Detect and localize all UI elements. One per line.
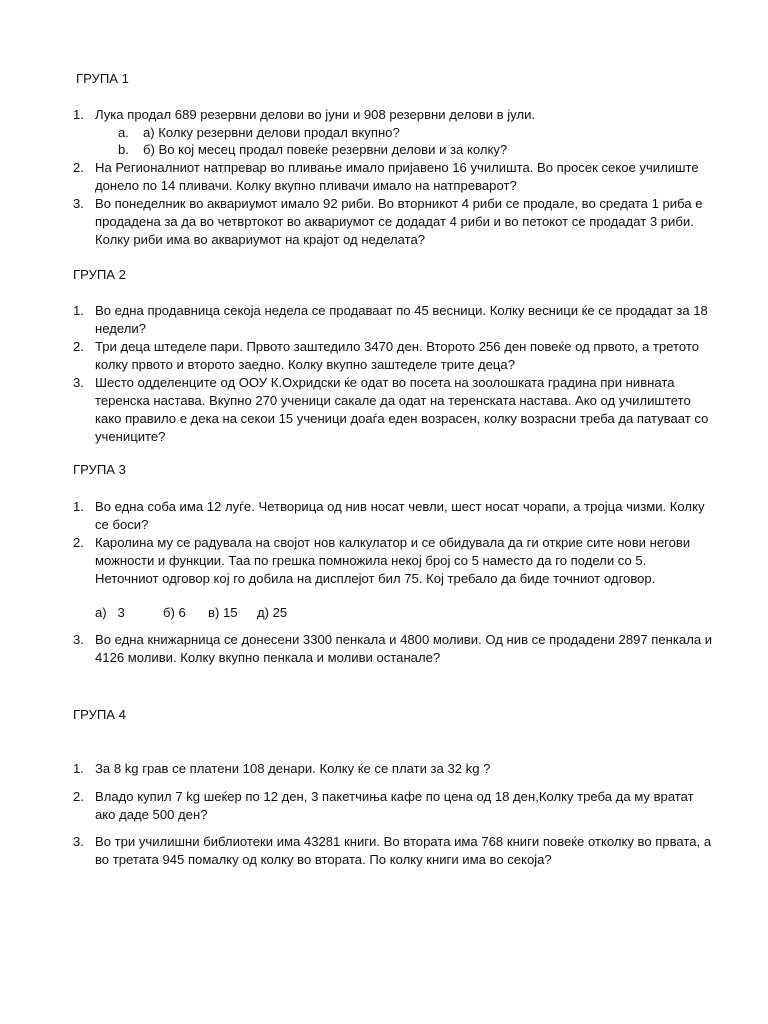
question-number: 3. xyxy=(73,632,84,647)
question-text: Во три училишни библиотеки има 43281 книги. Во втората има 768 книги повеќе отколку во првата, а во третата 945 помалку од колку во втората. По колку книги има во секоја? xyxy=(95,834,712,867)
group-1-question-3 xyxy=(73,195,713,249)
answer-option-a: а) 3 xyxy=(95,605,125,620)
group-1-question-1 xyxy=(73,106,713,124)
question-text: Лука продал 689 резервни делови во јуни и 908 резервни делови в јули. xyxy=(95,107,536,122)
subquestion-letter: a. xyxy=(118,125,129,140)
group-3-heading: ГРУПА 3 xyxy=(73,462,126,477)
group-4-question-2 xyxy=(73,788,713,824)
question-text: На Регионалниот натпревар во пливање имало пријавено 16 училишта. Во просек секое училиште донело по 14 пливачи. Колку вкупно пливачи имало на натпреварот? xyxy=(95,160,699,193)
group-1-question-2 xyxy=(73,159,713,195)
question-number: 2. xyxy=(73,535,84,550)
group-4-question-3 xyxy=(73,833,713,869)
group-2-question-2 xyxy=(73,338,713,374)
group-2-question-3 xyxy=(73,374,713,446)
question-number: 3. xyxy=(73,375,84,390)
question-number: 2. xyxy=(73,339,84,354)
question-text: За 8 kg грав се платени 108 денари. Колку ќе се плати за 32 kg ? xyxy=(95,761,491,776)
question-number: 1. xyxy=(73,499,84,514)
question-number: 3. xyxy=(73,196,84,211)
group-1-question-1-part-a xyxy=(118,124,678,142)
question-text: Каролина му се радувала на својот нов калкулатор и се обидувала да ги открие сите нови негови можности и функции. Таа по грешка помножила некој број со 5 наместо да го подели со 5. Неточниот одговор кој го добила на дисплејот бил 75. Кој требало да биде точниот одговор. xyxy=(95,535,691,586)
group-3-question-3 xyxy=(73,631,713,667)
question-text: Шесто одделенците од ООУ К.Охридски ќе одат во посета на зоолошката градина при нивната теренска настава. Вкупно 270 ученици сакале да одат на теренската настава. Ако од училиштето како правило е дека на секои 15 ученици доаѓа еден возрасен, колку возрасни треба да патуваат со учениците? xyxy=(95,375,709,444)
group-3-question-1 xyxy=(73,498,713,534)
subquestion-text: а) Колку резервни делови продал вкупно? xyxy=(143,125,400,140)
subquestion-letter: b. xyxy=(118,142,129,157)
group-3-question-2 xyxy=(73,534,713,588)
question-text: Владо купил 7 kg шеќер по 12 ден, 3 пакетчиња кафе по цена од 18 ден,Колку треба да му вратат ако даде 500 ден? xyxy=(95,789,694,822)
question-number: 3. xyxy=(73,834,84,849)
question-number: 1. xyxy=(73,107,84,122)
group-4-question-1 xyxy=(73,760,713,778)
question-number: 1. xyxy=(73,761,84,776)
question-text: Три деца штеделе пари. Првото заштедило 3470 ден. Второто 256 ден повеќе од првото, а третото колку првото и второто заедно. Колку вкупно заштеделе трите деца? xyxy=(95,339,699,372)
question-number: 2. xyxy=(73,789,84,804)
answer-option-v: в) 15 xyxy=(208,605,238,620)
question-number: 1. xyxy=(73,303,84,318)
question-text: Во понеделник во аквариумот имало 92 риби. Во вторникот 4 риби се продале, во средата 1 риба е продадена за да во четвртокот во аквариумот се додадат 4 риби и во петокот се продадат 3 риби. Колку риби има во аквариумот на крајот од неделата? xyxy=(95,196,703,247)
answer-option-b: б) 6 xyxy=(163,605,186,620)
answer-option-d: д) 25 xyxy=(257,605,288,620)
group-2-heading: ГРУПА 2 xyxy=(73,267,126,282)
question-text: Во една книжарница се донесени 3300 пенкала и 4800 моливи. Од нив се продадени 2897 пенкала и 4126 моливи. Колку вкупно пенкала и моливи останале? xyxy=(95,632,713,665)
question-number: 2. xyxy=(73,160,84,175)
question-text: Во една соба има 12 луѓе. Четворица од нив носат чевли, шест носат чорапи, а тројца чизми. Колку се боси? xyxy=(95,499,705,532)
subquestion-text: б) Во кој месец продал повеќе резервни делови и за колку? xyxy=(143,142,508,157)
group-4-heading: ГРУПА 4 xyxy=(73,707,126,722)
question-text: Во една продавница секоја недела се продаваат по 45 весници. Колку весници ќе се продадат за 18 недели? xyxy=(95,303,708,336)
group-1-heading: ГРУПА 1 xyxy=(76,71,129,86)
group-1-question-1-part-b xyxy=(118,141,678,159)
group-2-question-1 xyxy=(73,302,713,338)
